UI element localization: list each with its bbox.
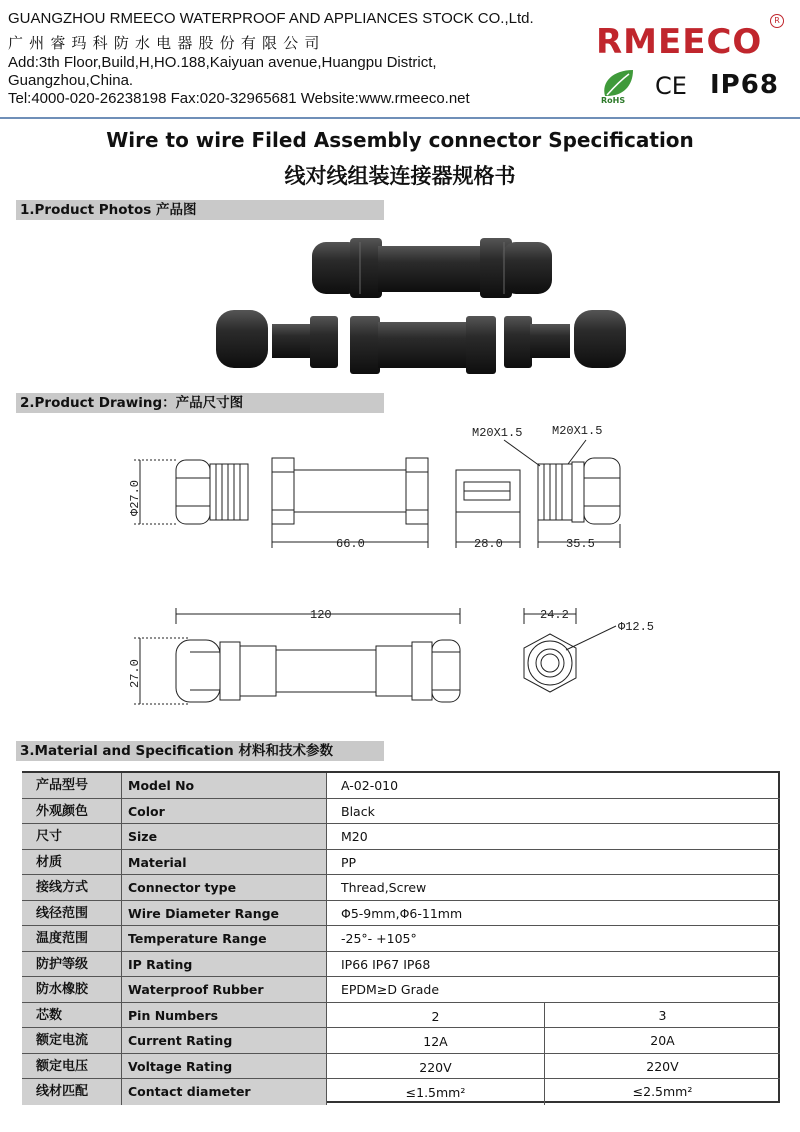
spec-label-cn: 额定电压	[22, 1054, 122, 1079]
spec-label-cn: 防护等级	[22, 952, 122, 977]
spec-label-cn: 产品型号	[22, 773, 122, 798]
dim-length-35: 35.5	[566, 537, 595, 551]
section-heading-photos: 1.Product Photos 产品图	[16, 200, 384, 220]
spec-value: M20	[341, 829, 368, 844]
spec-label-cn: 线材匹配	[22, 1079, 122, 1105]
spec-value: A-02-010	[341, 778, 399, 793]
spec-value: PP	[341, 854, 357, 870]
rohs-leaf-icon	[597, 66, 641, 104]
ip-rating-badge: IP68	[710, 70, 779, 100]
exploded-parts-photo	[216, 310, 626, 374]
spec-value: Φ5-9mm,Φ6-11mm	[341, 905, 463, 921]
dim-length-28: 28.0	[474, 537, 503, 551]
assembled-connector-photo	[312, 238, 552, 298]
table-row	[22, 977, 780, 1003]
spec-label-en: Color	[122, 799, 327, 824]
section-heading-drawing: 2.Product Drawing：产品尺寸图	[16, 393, 384, 413]
header-divider	[0, 117, 800, 119]
table-row	[22, 1054, 780, 1080]
spec-label-cn: 额定电流	[22, 1028, 122, 1053]
spec-value-3pin: ≤2.5mm²	[632, 1084, 693, 1099]
document-title-en: Wire to wire Filed Assembly connector Specification	[106, 128, 694, 152]
address-line-1: Add:3th Floor,Build,H,HO.188,Kaiyuan avenue,Huangpu District,	[8, 54, 437, 71]
dim-length-120: 120	[310, 608, 332, 622]
spec-value: Black	[341, 803, 375, 819]
spec-value-3pin: 3	[658, 1007, 667, 1023]
spec-label-cn: 外观颜色	[22, 799, 122, 824]
table-row	[22, 875, 780, 901]
dim-diameter-27: Φ27.0	[128, 479, 142, 516]
dim-length-66: 66.0	[336, 537, 365, 551]
address-line-2: Guangzhou,China.	[8, 72, 134, 89]
spec-label-cn: 材质	[22, 850, 122, 875]
spec-label-cn: 接线方式	[22, 875, 122, 900]
registered-mark-icon: R	[770, 14, 784, 28]
dim-diameter-12: Φ12.5	[618, 620, 655, 634]
spec-label-en: IP Rating	[122, 952, 327, 977]
table-row	[22, 850, 780, 876]
spec-label-cn: 线径范围	[22, 901, 122, 926]
dim-hex-24: 24.2	[540, 608, 569, 622]
rohs-label: RoHS	[601, 96, 626, 104]
spec-value: EPDM≥D Grade	[341, 982, 440, 997]
product-drawing	[120, 412, 680, 712]
table-row	[22, 799, 780, 825]
spec-label-en: Wire Diameter Range	[122, 901, 327, 926]
table-row	[22, 1028, 780, 1054]
brand-logo: RMEECO	[596, 22, 763, 62]
company-name-en: GUANGZHOU RMEECO WATERPROOF AND APPLIANCES STOCK CO.,Ltd.	[8, 10, 534, 27]
spec-label-en: Waterproof Rubber	[122, 977, 327, 1002]
table-row	[22, 926, 780, 952]
spec-value-2pin: 220V	[327, 1054, 545, 1079]
spec-value: IP66 IP67 IP68	[341, 956, 431, 972]
spec-label-en: Pin Numbers	[122, 1003, 327, 1028]
table-row	[22, 824, 780, 850]
spec-value: -25°- +105°	[341, 931, 417, 946]
spec-label-cn: 芯数	[22, 1003, 122, 1028]
spec-label-en: Contact diameter	[122, 1079, 327, 1105]
spec-label-en: Connector type	[122, 875, 327, 900]
ce-mark: CE	[655, 72, 687, 100]
spec-label-en: Voltage Rating	[122, 1054, 327, 1079]
spec-label-cn: 温度范围	[22, 926, 122, 951]
thread-label-right: M20X1.5	[552, 424, 603, 438]
contact-line: Tel:4000-020-26238198 Fax:020-32965681 Website:www.rmeeco.net	[8, 90, 470, 107]
spec-value-3pin: 220V	[646, 1058, 679, 1074]
spec-value-2pin: ≤1.5mm²	[327, 1079, 545, 1105]
company-name-cn: 广 州 睿 玛 科 防 水 电 器 股 份 有 限 公 司	[8, 35, 321, 52]
section-heading-spec: 3.Material and Specification 材料和技术参数	[16, 741, 384, 761]
spec-value-2pin: 12A	[327, 1028, 545, 1053]
product-photos	[200, 228, 640, 378]
spec-label-en: Temperature Range	[122, 926, 327, 951]
table-row	[22, 1003, 780, 1029]
table-row	[22, 773, 780, 799]
document-title-cn: 线对线组装连接器规格书	[284, 164, 516, 188]
table-row	[22, 952, 780, 978]
spec-label-en: Size	[122, 824, 327, 849]
spec-label-cn: 防水橡胶	[22, 977, 122, 1002]
spec-value: Thread,Screw	[341, 880, 427, 895]
spec-label-cn: 尺寸	[22, 824, 122, 849]
dim-height-27: 27.0	[128, 659, 142, 688]
spec-label-en: Current Rating	[122, 1028, 327, 1053]
spec-value-3pin: 20A	[650, 1033, 675, 1048]
thread-label-left: M20X1.5	[472, 426, 523, 440]
spec-label-en: Model No	[122, 773, 327, 798]
spec-value-2pin: 2	[327, 1003, 545, 1028]
table-row	[22, 1079, 780, 1105]
spec-label-en: Material	[122, 850, 327, 875]
table-row	[22, 901, 780, 927]
